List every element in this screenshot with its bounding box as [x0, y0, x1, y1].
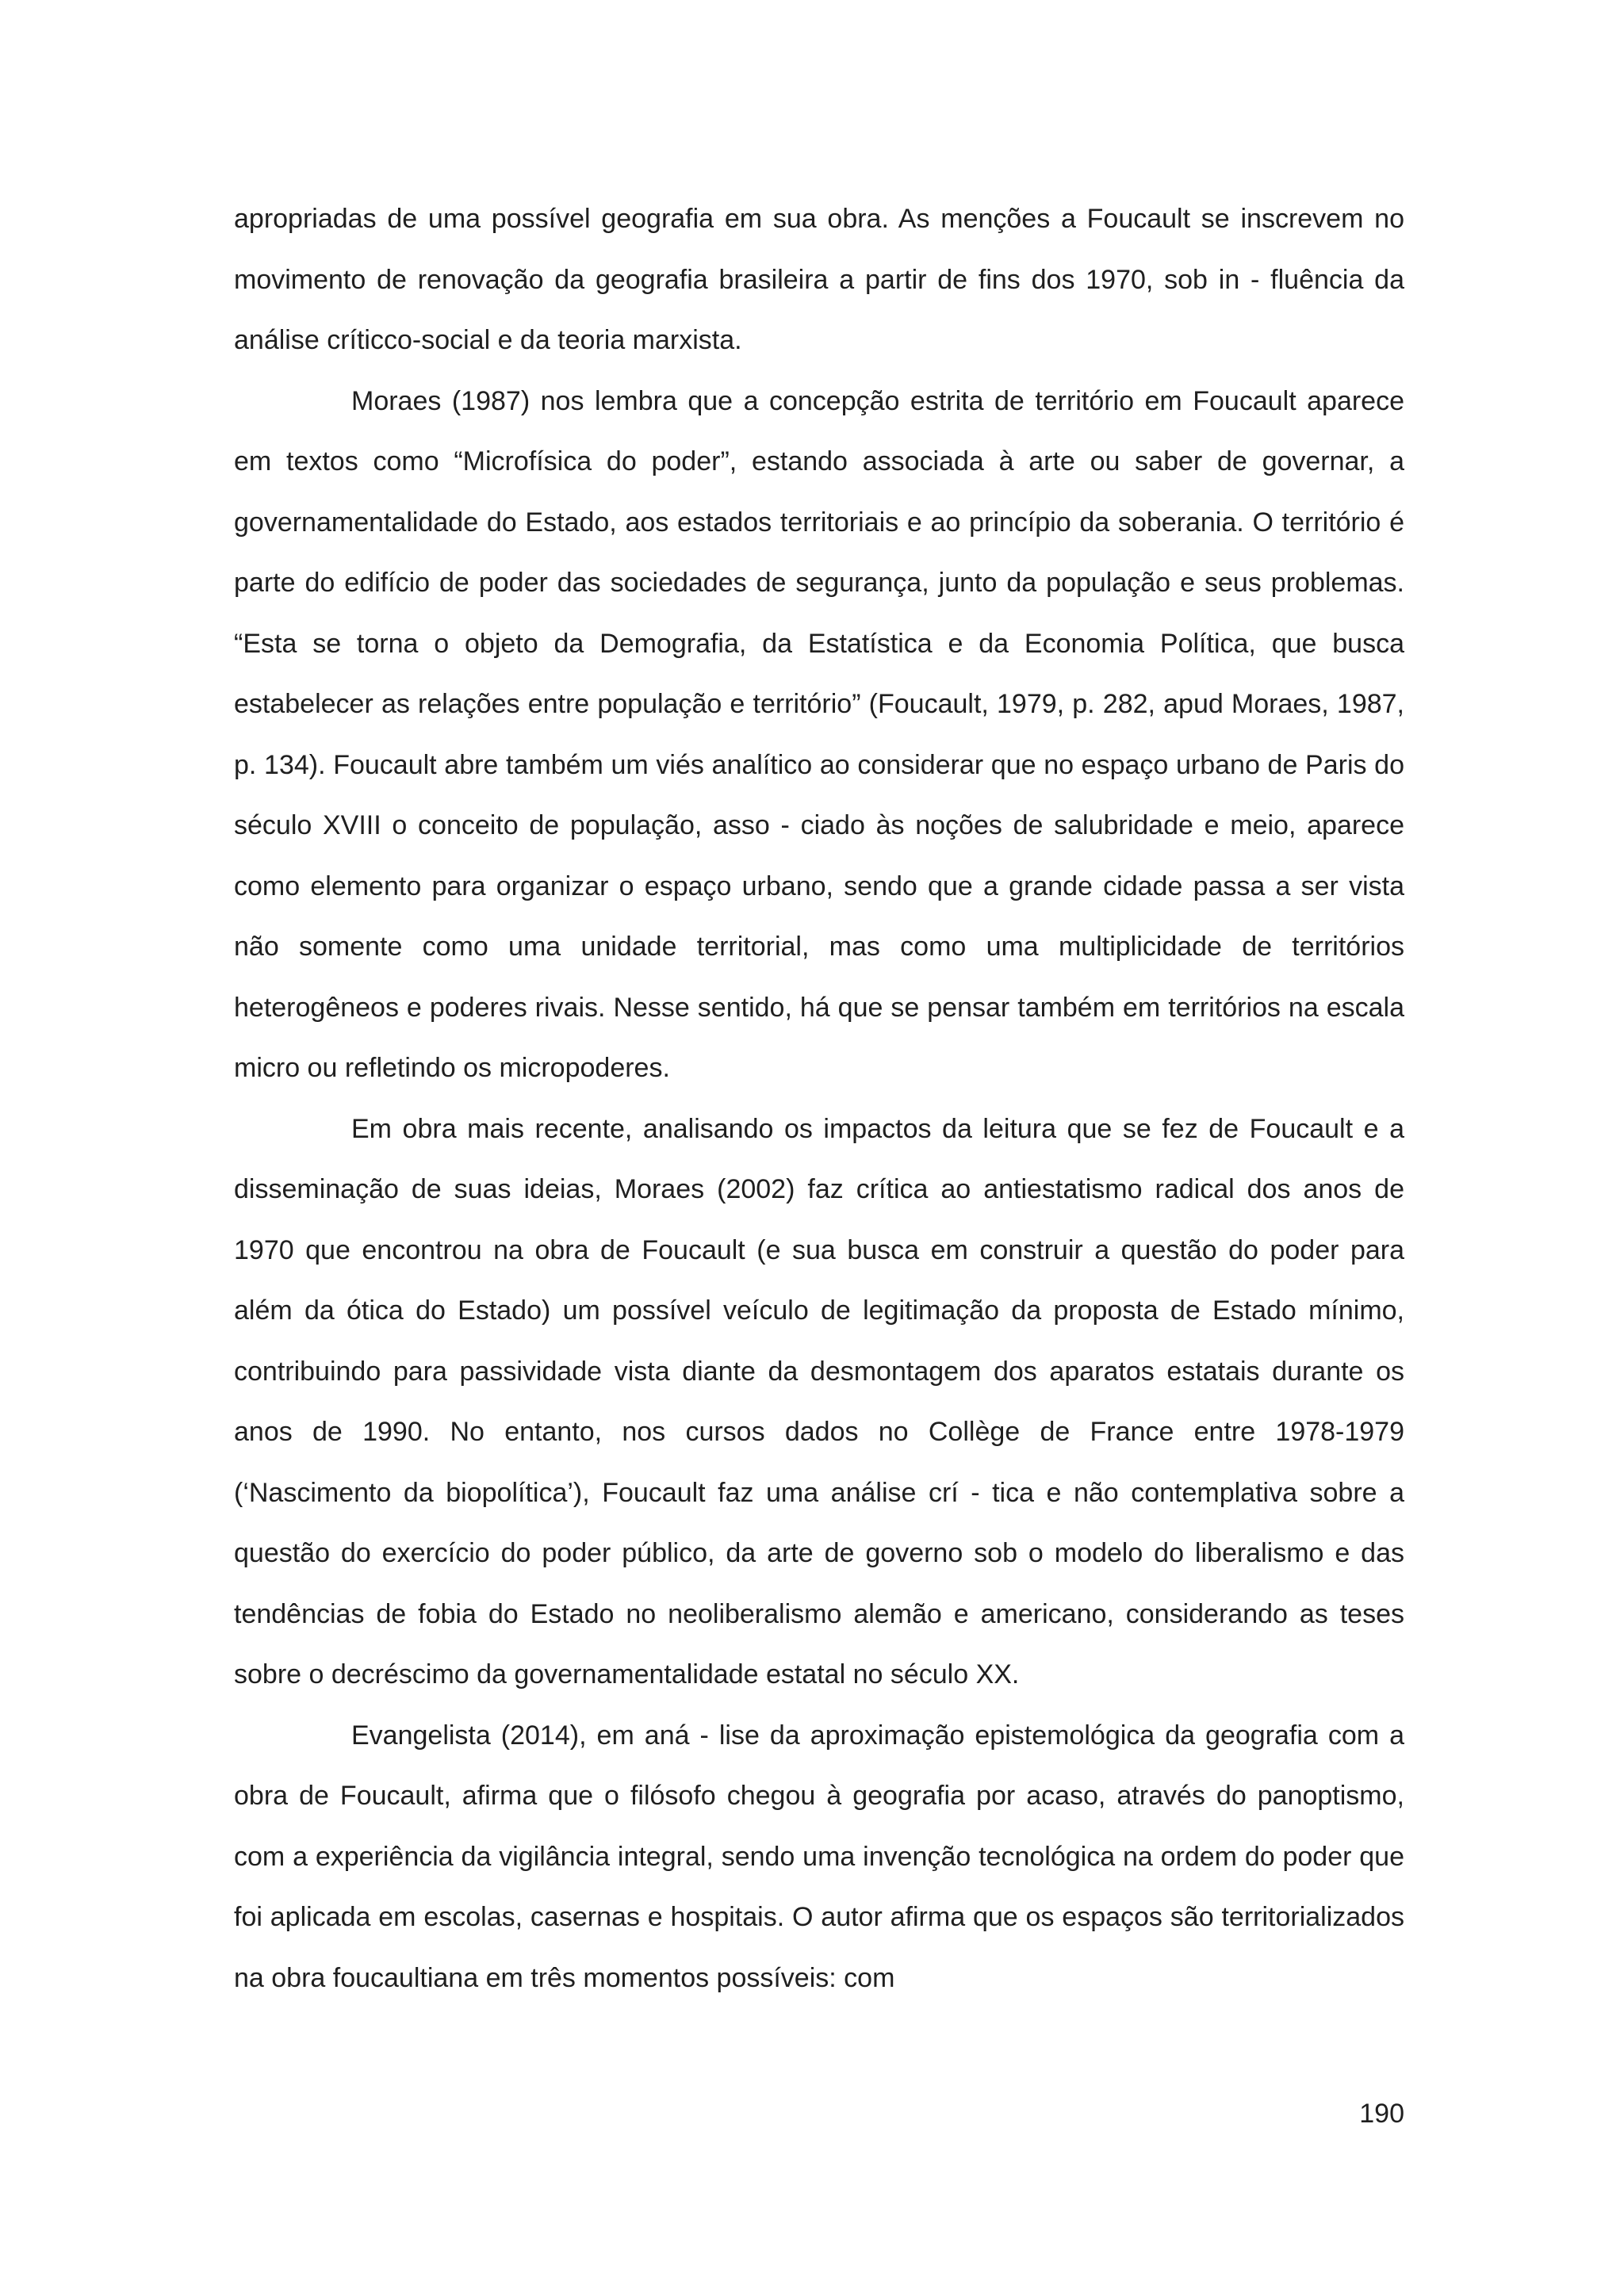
paragraph-2: Moraes (1987) nos lembra que a concepção estrita de território em Foucault aparece em textos como “Microfísica do poder”, estando associada à arte ou saber de governar, a governamentalidade do Estado, aos estados territoriais e ao princípio da soberania. O território é parte do edifício de poder das sociedades de segurança, junto da população e seus problemas. “Esta se torna o objeto da Demografia, da Estatística e da Economia Política, que busca estabelecer as relações entre população e território” (Foucault, 1979, p. 282, apud Moraes, 1987, p. 134). Foucault abre também um viés analítico ao considerar que no espaço urbano de Paris do século XVIII o conceito de população, asso - ciado às noções de salubridade e meio, aparece como elemento para organizar o espaço urbano, sendo que a grande cidade passa a ser vista não somente como uma unidade territorial, mas como uma multiplicidade de territórios heterogêneos e poderes rivais. Nesse sentido, há que se pensar também em territórios na escala micro ou refletindo os micropoderes.: [234, 385, 1404, 1083]
paragraph-4: Evangelista (2014), em aná - lise da aproximação epistemológica da geografia com a obra de Foucault, afirma que o filósofo chegou à geografia por acaso, através do panoptismo, com a experiência da vigilância integral, sendo uma invenção tecnológica na ordem do poder que foi aplicada em escolas, casernas e hospitais. O autor afirma que os espaços são territorializados na obra foucaultiana em três momentos possíveis: com: [234, 1720, 1404, 1993]
page-number: 190: [1359, 2099, 1404, 2129]
body-text: [234, 189, 1404, 2008]
paragraph-1: apropriadas de uma possível geografia em sua obra. As menções a Foucault se inscrevem no movimento de renovação da geografia brasileira a partir de fins dos 1970, sob in - fluência da análise críticco-social e da teoria marxista.: [234, 204, 1404, 355]
paragraph-3: Em obra mais recente, analisando os impactos da leitura que se fez de Foucault e a disseminação de suas ideias, Moraes (2002) faz crítica ao antiestatismo radical dos anos de 1970 que encontrou na obra de Foucault (e sua busca em construir a questão do poder para além da ótica do Estado) um possível veículo de legitimação da proposta de Estado mínimo, contribuindo para passividade vista diante da desmontagem dos aparatos estatais durante os anos de 1990. No entanto, nos cursos dados no Collège de France entre 1978-1979 (‘Nascimento da biopolítica’), Foucault faz uma análise crí - tica e não contemplativa sobre a questão do exercício do poder público, da arte de governo sob o modelo do liberalismo e das tendências de fobia do Estado no neoliberalismo alemão e americano, considerando as teses sobre o decréscimo da governamentalidade estatal no século XX.: [234, 1113, 1404, 1689]
